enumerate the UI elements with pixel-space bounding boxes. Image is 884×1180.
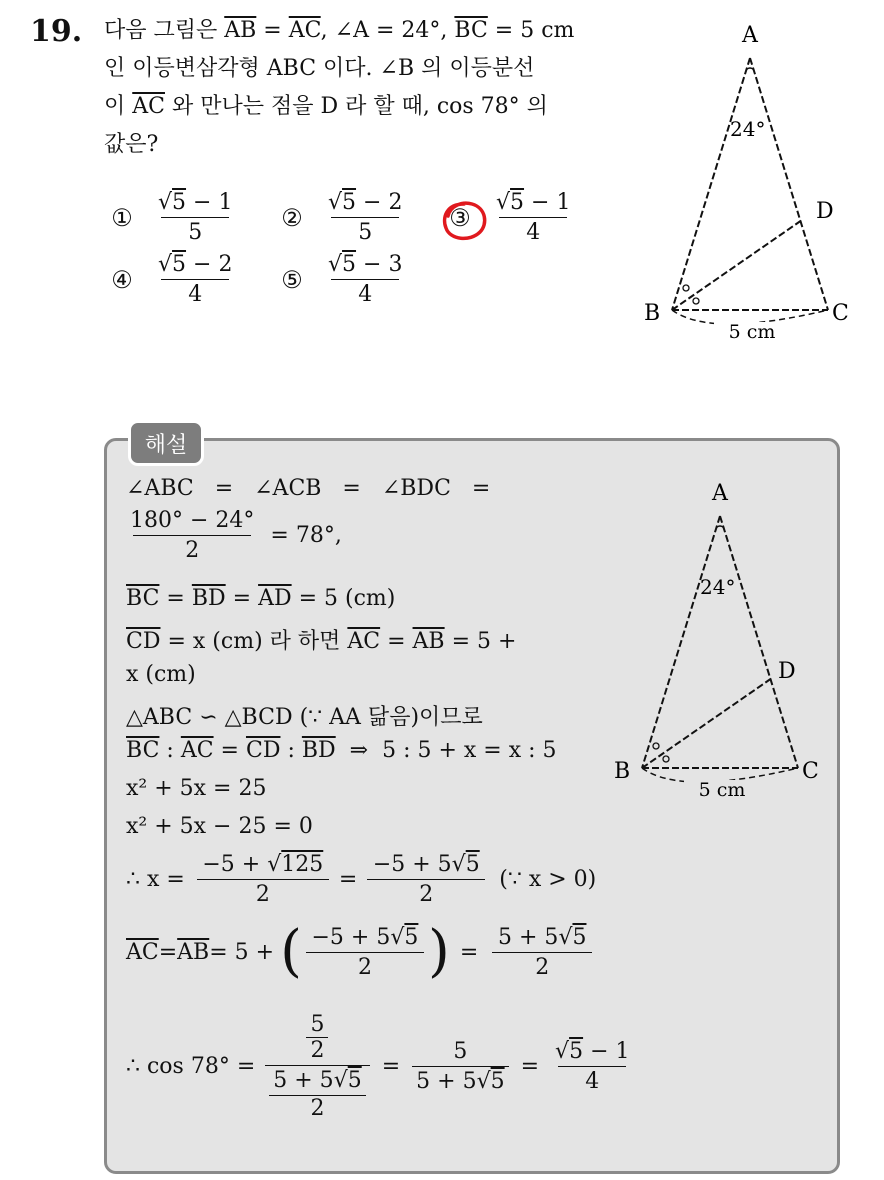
base-label: 5 cm — [728, 321, 776, 343]
svg-text:5 cm: 5 cm — [698, 779, 746, 801]
svg-text:B: B — [614, 759, 631, 784]
solution-line-2: $\frac{180^\circ - 24^\circ}{2}$ = 78°, — [130, 508, 342, 563]
choice-mark: ② — [281, 203, 303, 232]
choice-mark: ① — [111, 203, 133, 232]
label-c: C — [832, 301, 849, 326]
svg-text:A: A — [712, 481, 728, 506]
angle-label: 24° — [730, 117, 766, 141]
triangle-figure — [630, 20, 870, 350]
solution-line-8: x² + 5x = 25 — [126, 776, 267, 801]
question-line-4: 값은? — [104, 132, 159, 157]
label-b: B — [644, 301, 661, 326]
answer-circle-mark — [436, 196, 492, 246]
solution-line-3: $\overline{BC} = \overline{BD} = \overline{AD} = 5$ (cm) — [126, 586, 396, 611]
side-ab — [672, 58, 750, 310]
solution-line-11: $\overline{AC}$ = $\overline{AB}$ = 5 + ( $\frac{-5 + 5√5}{2}$ ) = $\frac{5 + 5√5}{2}$ — [126, 924, 596, 980]
solution-line-4: $\overline{CD} = x$ (cm) 라 하면 $\overline{AC} = \overline{AB} = 5$ + — [126, 629, 517, 654]
solution-line-12: ∴ cos 78° = 5 2 5 + 5√5 2 = $\frac{5}{5 + 5√5}$ = $\frac{√5 - 1}{4}$ — [126, 1012, 630, 1121]
question-number: 19. — [30, 14, 83, 49]
label-a: A — [742, 23, 758, 48]
solution-line-6: △ABC ∽ △BCD (∵ AA 닮음)이므로 — [126, 705, 483, 730]
solution-line-5: x (cm) — [126, 662, 196, 687]
solution-tag: 해설 — [128, 420, 204, 466]
choice-mark: ④ — [111, 265, 133, 294]
label-d: D — [816, 199, 834, 224]
side-ac — [750, 58, 828, 310]
svg-text:C: C — [802, 759, 819, 784]
bisector-bd — [672, 220, 802, 310]
choice-3[interactable]: ③ $\frac{√5 - 1}{4}$ — [446, 190, 578, 245]
choice-1[interactable]: ① $\frac{√5 - 1}{5}$ — [108, 190, 240, 245]
choice-2[interactable]: ② $\frac{√5 - 2}{5}$ — [278, 190, 410, 245]
solution-triangle-figure — [600, 478, 840, 808]
question-line-2: 인 이등변삼각형 ABC 이다. ∠B 의 이등분선 — [104, 56, 535, 81]
solution-line-7: $\overline{BC}$ : $\overline{AC} = \overline{CD}$ : $\overline{BD}$ ⇒ 5 : 5 + x = x : 5 — [126, 738, 557, 763]
svg-text:D: D — [778, 659, 796, 684]
solution-line-10: ∴ x = $\frac{-5 + √125}{2}$ = $\frac{-5 + 5√5}{2}$ (∵ x > 0) — [126, 852, 597, 907]
solution-line-1: ∠ABC = ∠ACB = ∠BDC = — [126, 476, 491, 501]
choice-mark: ⑤ — [281, 265, 303, 294]
question-line-3: 이 $\overline{AC}$ 와 만나는 점을 D 라 할 때, cos 78° 의 — [104, 94, 548, 119]
choice-5[interactable]: ⑤ $\frac{√5 - 3}{4}$ — [278, 252, 410, 307]
choice-4[interactable]: ④ $\frac{√5 - 2}{4}$ — [108, 252, 240, 307]
solution-line-9: x² + 5x − 25 = 0 — [126, 814, 313, 839]
choice-mark: ③ — [449, 203, 471, 232]
question-line-1: 다음 그림은 $\overline{AB} = \overline{AC}$, ∠A = 24°, $\overline{BC} = 5$ cm — [104, 18, 575, 43]
svg-text:24°: 24° — [700, 575, 736, 599]
